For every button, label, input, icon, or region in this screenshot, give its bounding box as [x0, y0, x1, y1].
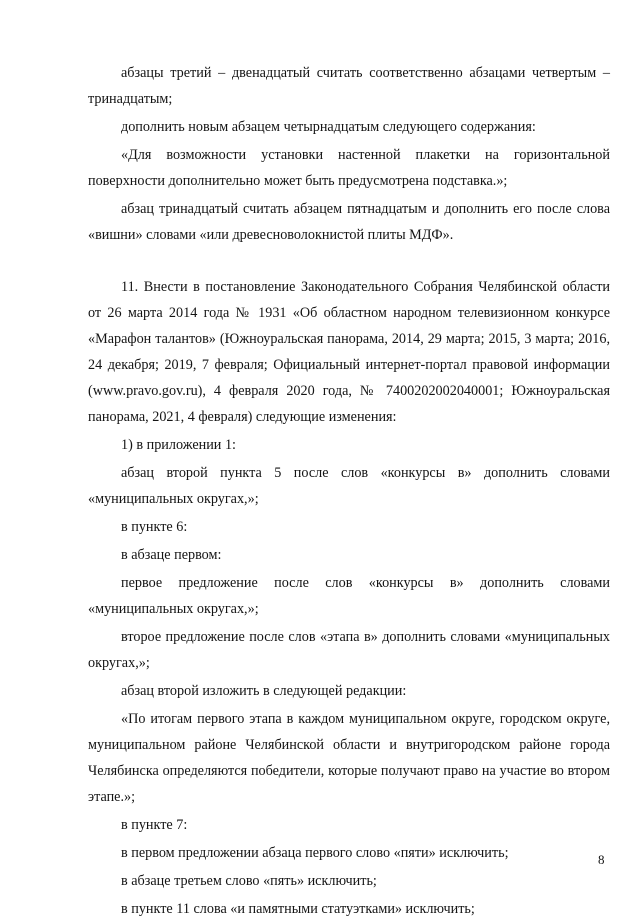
paragraph-11: второе предложение после слов «этапа в» дополнить словами «муниципальных округах,»; [88, 629, 610, 671]
paragraph-15: в первом предложении абзаца первого слово «пяти» исключить; [121, 845, 509, 861]
section-gap [88, 250, 610, 274]
paragraph-8: в пункте 6: [121, 519, 188, 535]
page-number: 8 [598, 852, 605, 867]
paragraph-12: абзац второй изложить в следующей редакции: [121, 683, 407, 699]
paragraph-4: абзац тринадцатый считать абзацем пятнадцатым и дополнить его после слова «вишни» словами «или древесноволокнистой плиты МДФ». [88, 201, 610, 243]
paragraph-17: в пункте 11 слова «и памятными статуэтками» исключить; [121, 901, 475, 917]
paragraph-5: 11. Внести в постановление Законодательного Собрания Челябинской области от 26 марта 2014 года № 1931 «Об областном народном телевизионном конкурсе «Марафон талантов» (Южноуральская панорама, 2014, 29 марта; 2015, 3 марта; 2016, 24 декабря; 2019, 7 февраля; Официальный интернет-портал правовой информации (www.pravo.gov.ru), 4 февраля 2020 года, № 7400202002040001; Южноуральская панорама, 2021, 4 февраля) следующие изменения: [88, 279, 610, 425]
paragraph-10: первое предложение после слов «конкурсы в» дополнить словами «муниципальных округах,»; [88, 575, 610, 617]
paragraph-1: абзацы третий – двенадцатый считать соответственно абзацами четвертым – тринадцатым; [88, 65, 610, 107]
paragraph-13: «По итогам первого этапа в каждом муниципальном округе, городском округе, муниципальном районе Челябинской области и внутригородском районе города Челябинска определяются победители, которые получают право на участие во втором этапе.»; [88, 711, 610, 805]
paragraph-14: в пункте 7: [121, 817, 188, 833]
paragraph-2: дополнить новым абзацем четырнадцатым следующего содержания: [121, 119, 536, 135]
paragraph-16: в абзаце третьем слово «пять» исключить; [121, 873, 377, 889]
paragraph-3: «Для возможности установки настенной плакетки на горизонтальной поверхности дополнительно может быть предусмотрена подставка.»; [88, 147, 610, 189]
paragraph-7: абзац второй пункта 5 после слов «конкурсы в» дополнить словами «муниципальных округах,»; [88, 465, 610, 507]
paragraph-9: в абзаце первом: [121, 547, 222, 563]
document-body [88, 60, 610, 924]
paragraph-6: 1) в приложении 1: [121, 437, 236, 453]
